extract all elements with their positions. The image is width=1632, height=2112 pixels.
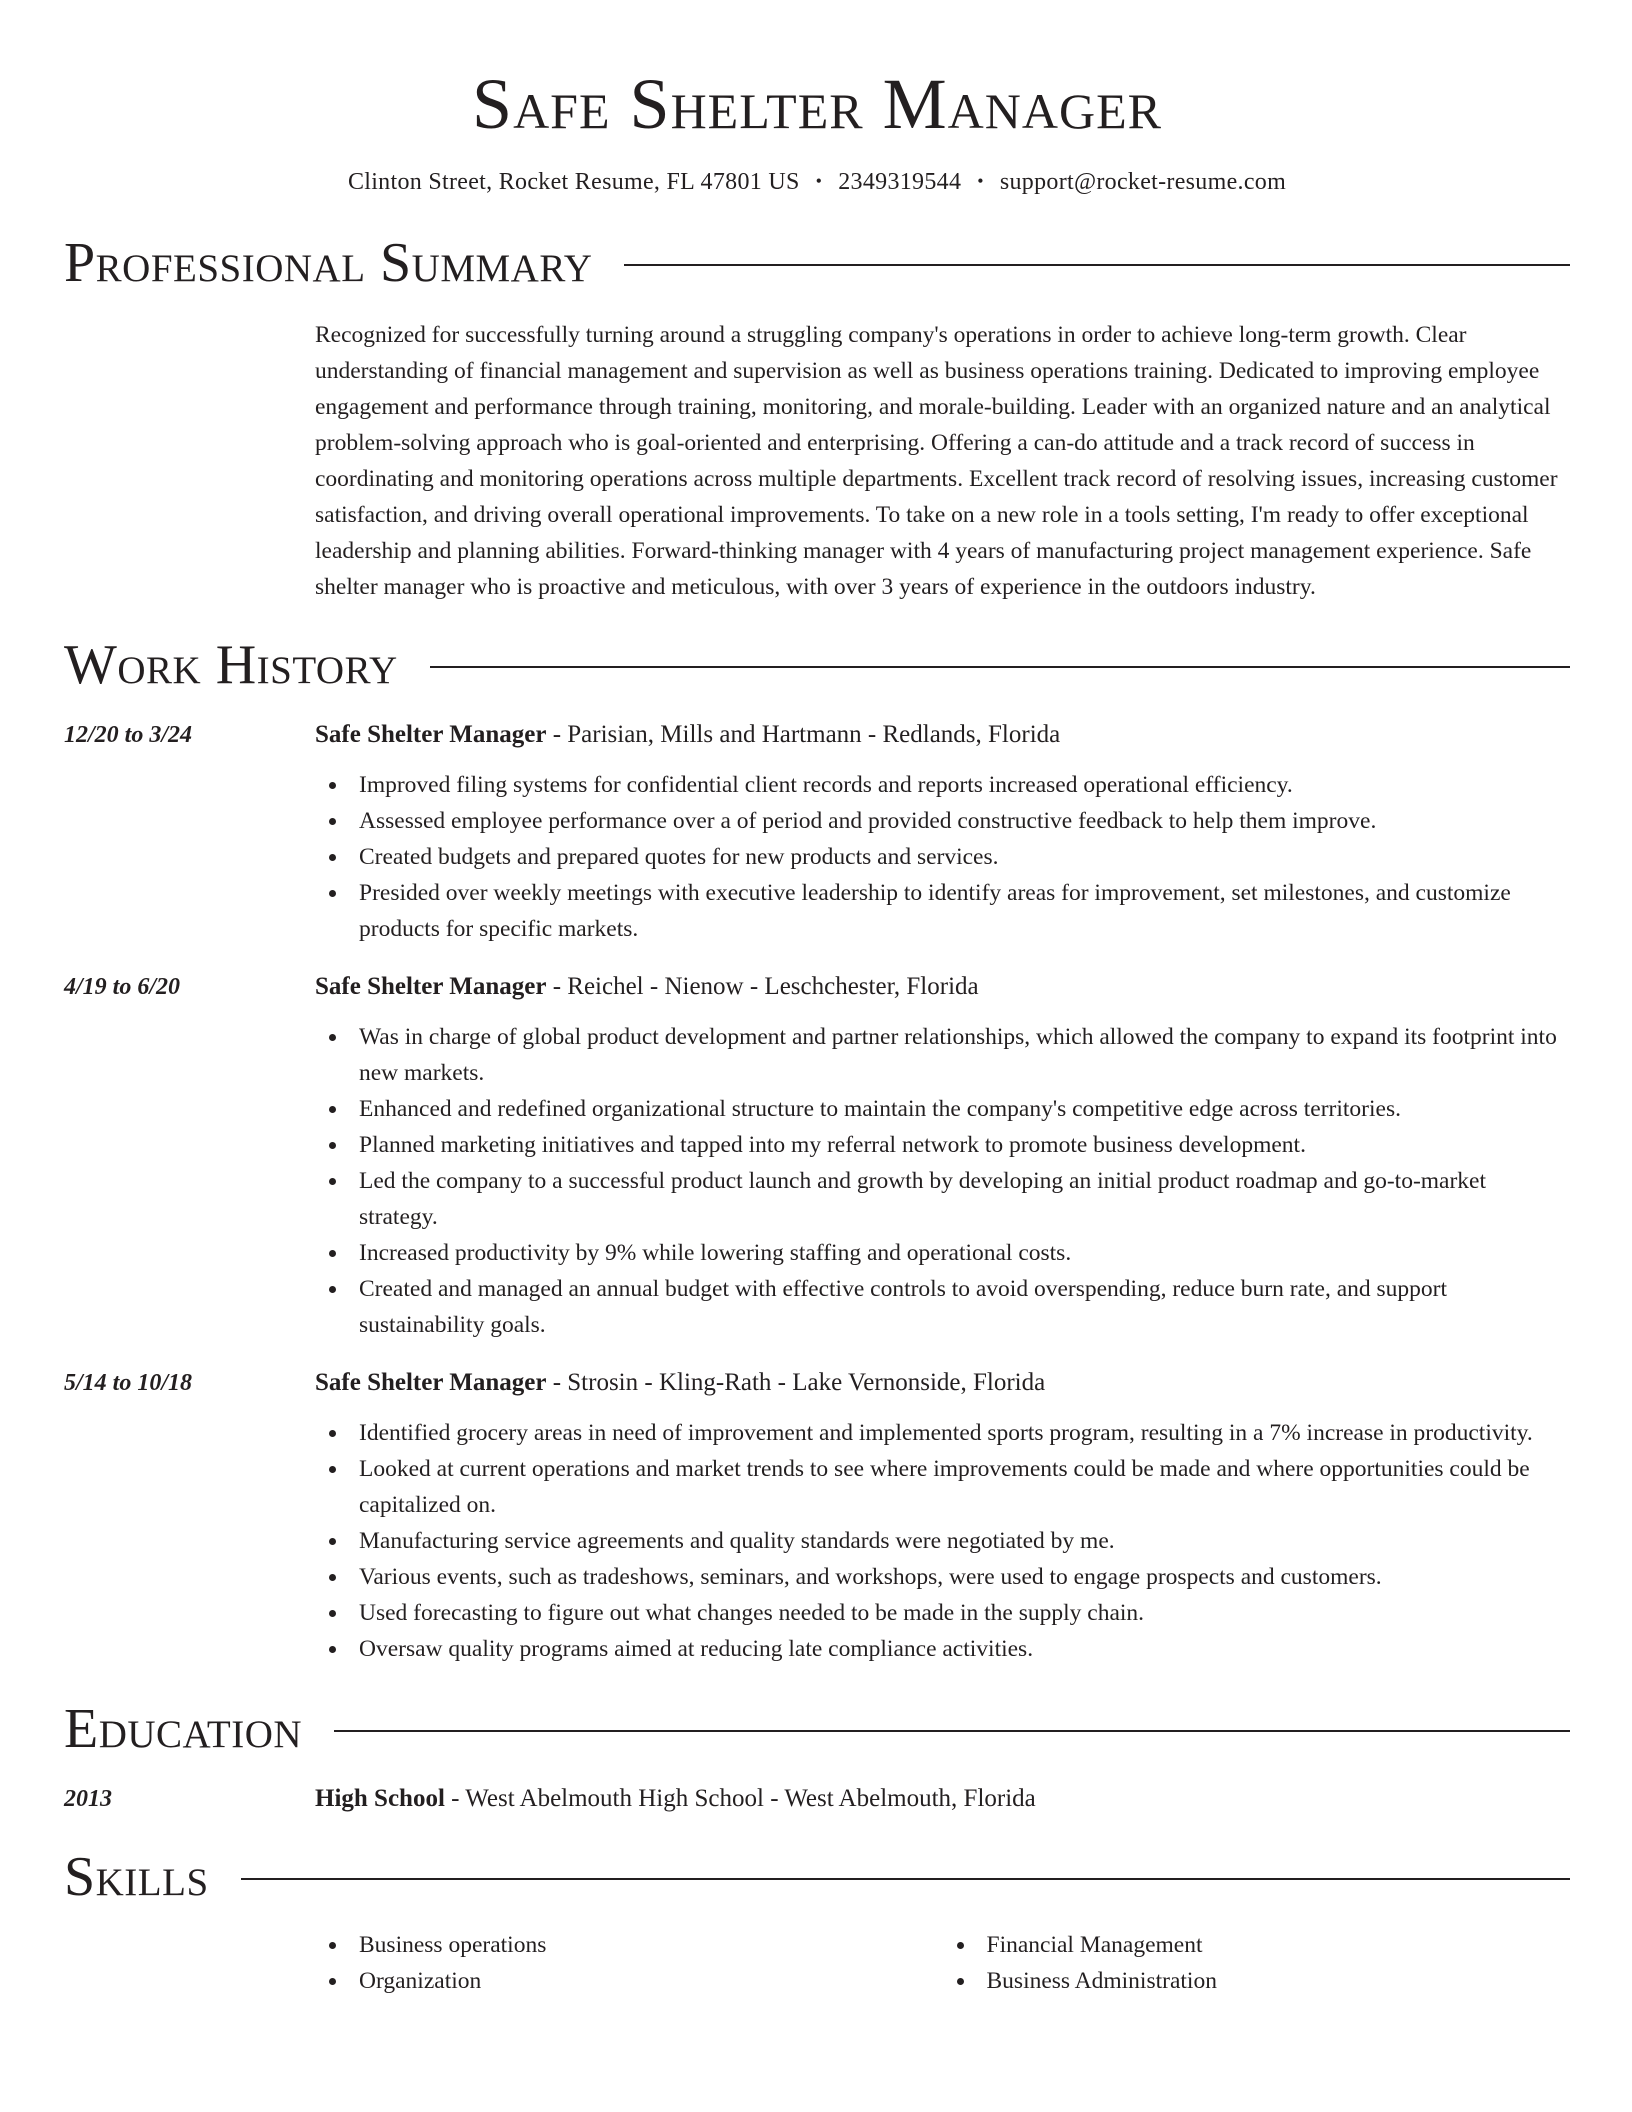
candidate-name: Safe Shelter Manager: [472, 64, 1162, 144]
contact-address: Clinton Street, Rocket Resume, FL 47801 US: [347, 169, 800, 195]
skills-list-right: [943, 1927, 1571, 1999]
contact-phone: 2349319544: [838, 169, 962, 195]
skills-list-left: [315, 1927, 943, 1999]
job-dates: 5/14 to 10/18: [64, 1370, 193, 1396]
job-title: Safe Shelter Manager: [315, 1369, 547, 1396]
contact-separator: •: [815, 171, 823, 191]
job-heading: [315, 969, 1570, 1005]
summary-left-spacer: [64, 317, 315, 605]
job-bullet-list: [315, 767, 1570, 947]
job-bullet: Created budgets and prepared quotes for new products and services.: [359, 839, 1570, 875]
job-bullet: Planned marketing initiatives and tapped into my referral network to promote business development.: [359, 1127, 1570, 1163]
contact-separator: •: [977, 171, 984, 191]
job-bullet: Was in charge of global product development and partner relationships, which allowed the company to expand its footprint into new markets.: [359, 1019, 1570, 1091]
work-history-section-header: [64, 633, 1570, 697]
education-degree: High School: [315, 1785, 445, 1812]
skill-item: Business Administration: [987, 1963, 1571, 1999]
job-bullet: Improved filing systems for confidential client records and reports increased operational efficiency.: [359, 767, 1570, 803]
job-bullet: Assessed employee performance over a of period and provided constructive feedback to help them improve.: [359, 803, 1570, 839]
work-history-list: [64, 717, 1570, 1667]
summary-text: Recognized for successfully turning around a struggling company's operations in order to achieve long-term growth. Clear understanding of financial management and supervision as well as business operations training. Dedicated to improving employee engagement and performance through training, monitoring, and morale-building. Leader with an organized nature and an analytical problem-solving approach who is goal-oriented and enterprising. Offering a can-do attitude and a track record of success in coordinating and monitoring operations across multiple departments. Excellent track record of resolving issues, increasing customer satisfaction, and driving overall operational improvements. To take on a new role in a tools setting, I'm ready to offer exceptional leadership and planning abilities. Forward-thinking manager with 4 years of manufacturing project management experience. Safe shelter manager who is proactive and meticulous, with over 3 years of experience in the outdoors industry.: [315, 322, 1558, 600]
job-title: Safe Shelter Manager: [315, 721, 547, 748]
skills-grid: [315, 1927, 1570, 1999]
skills-section-header: [64, 1845, 1570, 1909]
job-heading: [315, 717, 1570, 753]
section-divider: [430, 666, 1570, 668]
job-bullet: Manufacturing service agreements and quality standards were negotiated by me.: [359, 1523, 1570, 1559]
job-entry: [64, 1365, 1570, 1667]
job-bullet: Various events, such as tradeshows, seminars, and workshops, were used to engage prospects and customers.: [359, 1559, 1570, 1595]
skills-heading: Skills: [64, 1846, 209, 1908]
section-divider: [334, 1730, 1570, 1732]
job-bullet: Identified grocery areas in need of improvement and implemented sports program, resulting in a 7% increase in productivity.: [359, 1415, 1570, 1451]
job-body: [315, 1365, 1570, 1667]
job-dates: 12/20 to 3/24: [64, 722, 193, 748]
job-dates: 4/19 to 6/20: [64, 974, 181, 1000]
contact-line: [64, 166, 1570, 197]
job-entry: [64, 717, 1570, 947]
job-bullet: Led the company to a successful product launch and growth by developing an initial product roadmap and go-to-market strategy.: [359, 1163, 1570, 1235]
skill-item: Organization: [359, 1963, 943, 1999]
summary-row: [64, 317, 1570, 605]
job-employer-location: - Reichel - Nienow - Leschchester, Florida: [546, 973, 979, 1000]
skill-item: Financial Management: [987, 1927, 1571, 1963]
job-bullet-list: [315, 1415, 1570, 1667]
skill-item: Business operations: [359, 1927, 943, 1963]
job-bullet: Created and managed an annual budget with effective controls to avoid overspending, reduce burn rate, and support sustainability goals.: [359, 1271, 1570, 1343]
job-title: Safe Shelter Manager: [315, 973, 547, 1000]
section-divider: [624, 264, 1570, 266]
education-entry: [64, 1781, 1570, 1817]
job-bullet: Presided over weekly meetings with executive leadership to identify areas for improvement, set milestones, and customize products for specific markets.: [359, 875, 1570, 947]
summary-heading: Professional Summary: [64, 232, 593, 294]
section-divider: [241, 1878, 1570, 1880]
education-section-header: [64, 1697, 1570, 1761]
job-bullet: Enhanced and redefined organizational structure to maintain the company's competitive edge across territories.: [359, 1091, 1570, 1127]
education-line: [315, 1781, 1570, 1817]
work-history-heading: Work History: [64, 634, 398, 696]
job-bullet-list: [315, 1019, 1570, 1343]
job-entry: [64, 969, 1570, 1343]
education-heading: Education: [64, 1698, 303, 1760]
job-bullet: Used forecasting to figure out what changes needed to be made in the supply chain.: [359, 1595, 1570, 1631]
job-body: [315, 969, 1570, 1343]
job-bullet: Looked at current operations and market trends to see where improvements could be made and where opportunities could be capitalized on.: [359, 1451, 1570, 1523]
job-heading: [315, 1365, 1570, 1401]
skills-row: [64, 1927, 1570, 1999]
contact-email: support@rocket-resume.com: [999, 169, 1287, 195]
job-employer-location: - Parisian, Mills and Hartmann - Redlands, Florida: [546, 721, 1061, 748]
job-bullet: Increased productivity by 9% while lowering staffing and operational costs.: [359, 1235, 1570, 1271]
job-employer-location: - Strosin - Kling-Rath - Lake Vernonside, Florida: [546, 1369, 1046, 1396]
job-body: [315, 717, 1570, 947]
education-year: 2013: [64, 1786, 112, 1812]
education-details: - West Abelmouth High School - West Abelmouth, Florida: [444, 1785, 1036, 1812]
summary-section-header: [64, 231, 1570, 295]
skills-left-spacer: [64, 1927, 315, 1999]
job-bullet: Oversaw quality programs aimed at reducing late compliance activities.: [359, 1631, 1570, 1667]
